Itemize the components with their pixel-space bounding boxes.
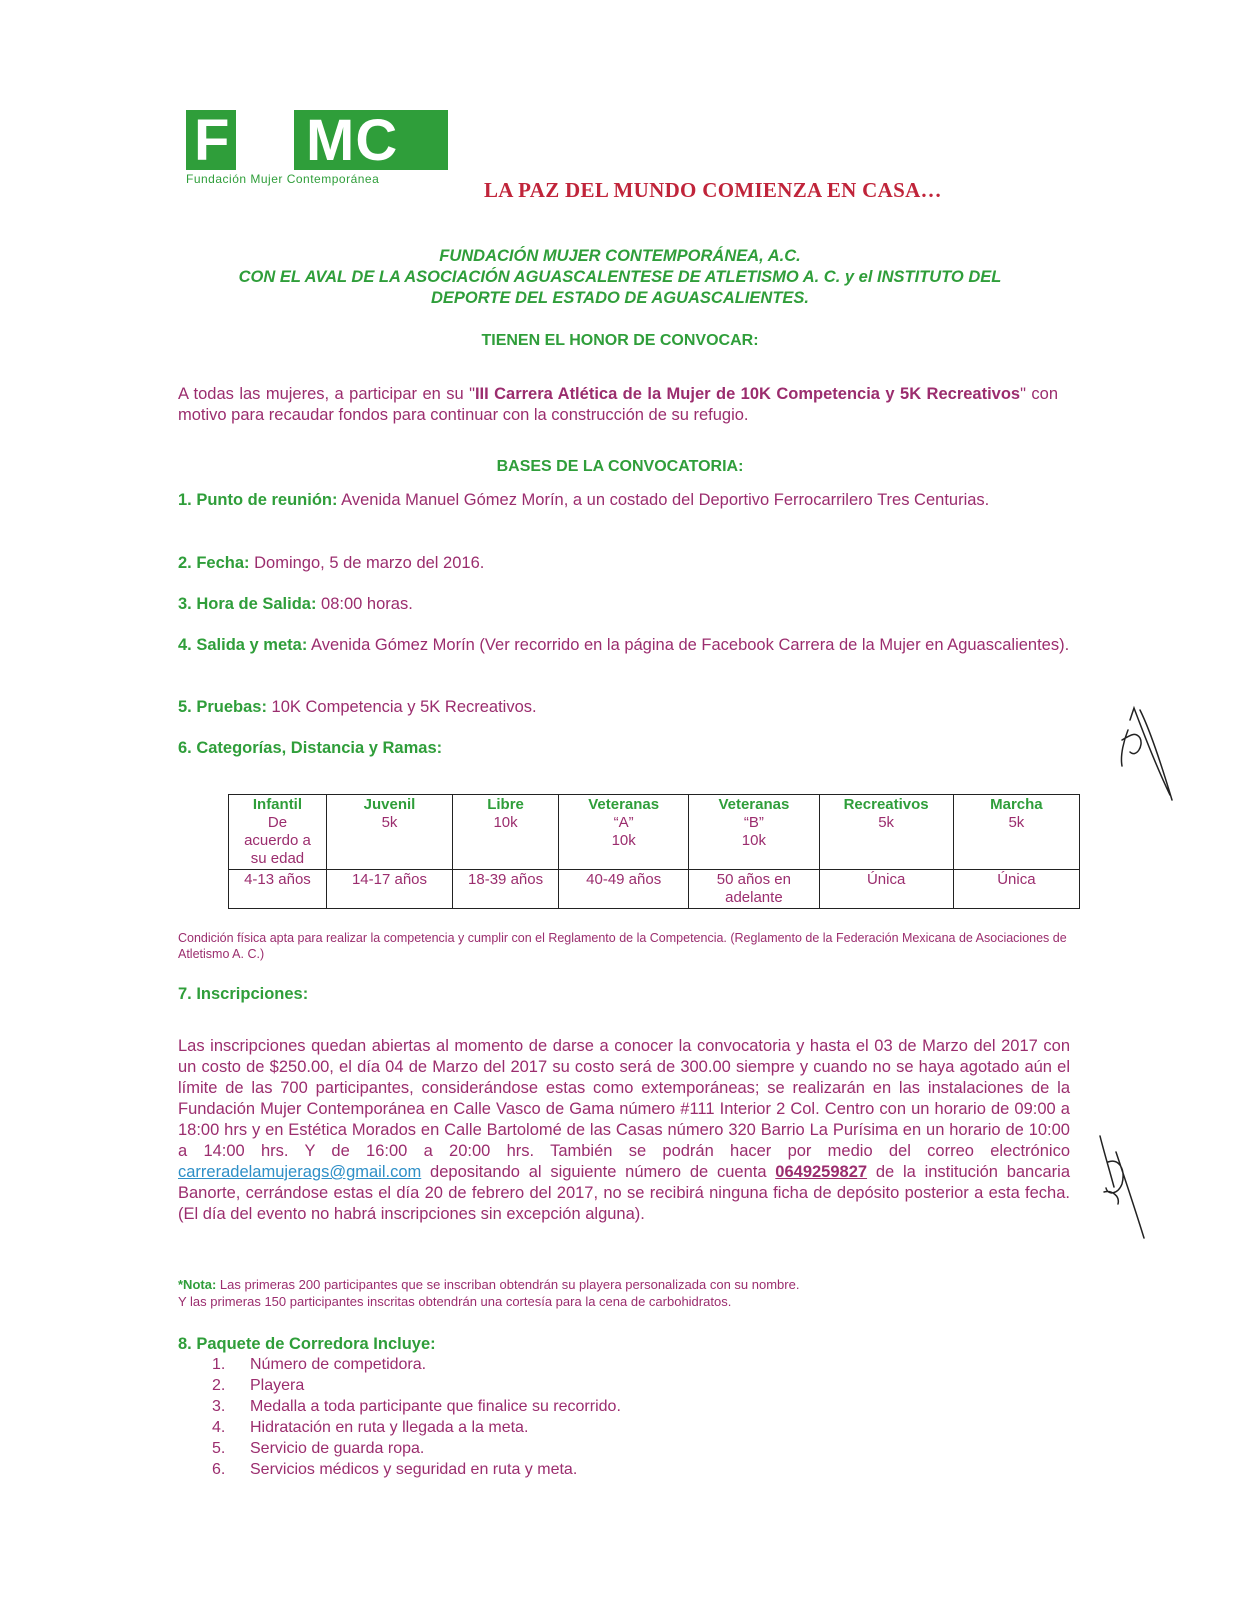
bases-heading: BASES DE LA CONVOCATORIA:	[496, 458, 744, 475]
table-cell: 40-49 años	[559, 870, 689, 909]
item-6-label: 6. Categorías, Distancia y Ramas:	[178, 739, 443, 757]
intro-paragraph	[178, 384, 1058, 426]
item-4-text: Avenida Gómez Morín (Ver recorrido en la página de Facebook Carrera de la Mujer en Aguascalientes).	[307, 636, 1070, 654]
table-cell	[819, 795, 953, 870]
list-text: Servicio de guarda ropa.	[250, 1440, 425, 1457]
col-head: Veteranas	[588, 796, 660, 813]
item-7-label: 7. Inscripciones:	[178, 985, 309, 1003]
item-3-label: 3. Hora de Salida:	[178, 595, 317, 613]
list-text: Número de competidora.	[250, 1356, 427, 1373]
logo-box	[186, 108, 448, 173]
note-label: *Nota:	[178, 1277, 217, 1292]
table-cell: 14-17 años	[326, 870, 452, 909]
header-line-1: FUNDACIÓN MUJER CONTEMPORÁNEA, A.C.	[439, 247, 801, 265]
table-cell: 18-39 años	[453, 870, 559, 909]
table-cell	[689, 795, 819, 870]
col-sub: 5k	[1008, 814, 1025, 831]
header-line-3: DEPORTE DEL ESTADO DE AGUASCALIENTES.	[430, 289, 810, 307]
table-cell	[326, 795, 452, 870]
condition-note: Condición física apta para realizar la competencia y cumplir con el Reglamento de la Competencia. (Reglamento de la Federación Mexicana de Asociaciones de Atletismo A. C.)	[178, 931, 1067, 961]
table-row-categories	[229, 795, 1080, 870]
slogan: LA PAZ DEL MUNDO COMIENZA EN CASA…	[484, 178, 942, 202]
list-number: 3.	[212, 1398, 226, 1415]
note-line-1	[178, 1276, 1078, 1293]
list-number: 4.	[212, 1419, 226, 1436]
item-package-heading	[178, 1334, 1070, 1355]
col-sub: su edad	[250, 850, 305, 867]
list-item	[178, 1438, 621, 1459]
list-item	[178, 1354, 621, 1375]
col-head: Veteranas	[718, 796, 790, 813]
list-text: Servicios médicos y seguridad en ruta y meta.	[250, 1461, 578, 1478]
col-sub: 5k	[878, 814, 895, 831]
registration-text-1: Las inscripciones quedan abiertas al momento de darse a conocer la convocatoria y hasta el 03 de Marzo del 2017 con un costo de $250.00, el día 04 de Marzo del 2017 su costo será de 300.00 siempre y cuando no se haya agotado aún el límite de las 700 participantes, considerándose estas como extemporáneas; se realizarán en las instalaciones de la Fundación Mujer Contemporánea en Calle Vasco de Gama número #111 Interior 2 Col. Centro con un horario de 09:00 a 18:00 hrs y en Estética Morados en Calle Bartolomé de las Casas número 320 Barrio La Purísima en un horario de 10:00 a 14:00 hrs. Y de 16:00 a 20:00 hrs. También se podrán hacer por medio del correo electrónico	[178, 1037, 1070, 1160]
list-number: 2.	[212, 1377, 226, 1394]
list-number: 1.	[212, 1356, 226, 1373]
list-number: 6.	[212, 1461, 226, 1478]
list-text: Medalla a toda participante que finalice su recorrido.	[250, 1398, 621, 1415]
honor-heading: TIENEN EL HONOR DE CONVOCAR:	[481, 332, 759, 349]
table-cell: 4-13 años	[229, 870, 327, 909]
item-4-label: 4. Salida y meta:	[178, 636, 308, 654]
handwritten-initial-1	[1100, 700, 1190, 810]
col-head: Libre	[487, 796, 524, 813]
handwritten-initial-2	[1096, 1132, 1186, 1242]
intro-event-name: III Carrera Atlética de la Mujer de 10K Competencia y 5K Recreativos	[474, 385, 1021, 403]
registration-email-link[interactable]: carreradelamujerags@gmail.com	[178, 1163, 422, 1181]
intro-pre: A todas las mujeres, a participar en su "	[178, 385, 475, 403]
col-sub: De	[267, 814, 288, 831]
registration-paragraph	[178, 1036, 1070, 1225]
item-2-label: 2. Fecha:	[178, 554, 250, 572]
bank-account-number: 0649259827	[775, 1163, 868, 1181]
logo-letter-f: F	[194, 108, 230, 173]
table-cell: 50 años en adelante	[689, 870, 819, 909]
note-block	[178, 1276, 1078, 1310]
logo-gap	[236, 110, 294, 170]
item-categories	[178, 738, 1070, 759]
col-head: Infantil	[252, 796, 303, 813]
categories-table	[228, 794, 1080, 909]
item-3-text: 08:00 horas.	[316, 595, 413, 613]
note-line-2: Y las primeras 150 participantes inscritas obtendrán una cortesía para la cena de carbohidratos.	[178, 1294, 732, 1309]
list-item	[178, 1459, 621, 1480]
col-sub: 10k	[611, 832, 636, 849]
fmc-logo	[186, 110, 458, 186]
item-8-label: 8. Paquete de Corredora Incluye:	[178, 1335, 436, 1353]
table-cell: Única	[819, 870, 953, 909]
table-cell	[953, 795, 1079, 870]
intro-post: " con motivo para recaudar fondos para continuar con la construcción de su refugio.	[178, 385, 1059, 424]
item-5-label: 5. Pruebas:	[178, 698, 267, 716]
col-head: Juvenil	[363, 796, 416, 813]
item-1-text: Avenida Manuel Gómez Morín, a un costado del Deportivo Ferrocarrilero Tres Centurias.	[337, 491, 990, 509]
registration-text-3: de la institución bancaria Banorte, cerrándose estas el día 20 de febrero del 2017, no se recibirá ninguna ficha de depósito posterior a esta fecha. (El día del evento no habrá inscripciones sin excepción alguna).	[178, 1163, 1070, 1223]
item-2-text: Domingo, 5 de marzo del 2016.	[249, 554, 485, 572]
list-number: 5.	[212, 1440, 226, 1457]
col-head: Marcha	[990, 796, 1043, 813]
list-item	[178, 1375, 621, 1396]
col-sub: “B”	[743, 814, 764, 831]
list-text: Hidratación en ruta y llegada a la meta.	[250, 1419, 529, 1436]
table-cell	[559, 795, 689, 870]
col-sub: acuerdo a	[244, 832, 311, 849]
item-5-text: 10K Competencia y 5K Recreativos.	[266, 698, 537, 716]
list-item	[178, 1417, 621, 1438]
header-block	[180, 246, 1060, 309]
item-1-label: 1. Punto de reunión:	[178, 491, 338, 509]
list-text: Playera	[250, 1377, 305, 1394]
note-text-1: Las primeras 200 participantes que se inscriban obtendrán su playera personalizada con su nombre.	[216, 1277, 800, 1292]
logo-letters-mc: MC	[306, 108, 399, 173]
item-meeting-point	[178, 490, 1070, 511]
item-start-finish	[178, 635, 1070, 656]
table-cell	[229, 795, 327, 870]
table-cell	[453, 795, 559, 870]
list-item	[178, 1396, 621, 1417]
item-start-time	[178, 594, 1070, 615]
registration-text-2: depositando al siguiente número de cuenta	[421, 1163, 776, 1181]
item-events	[178, 697, 1070, 718]
col-sub: 5k	[381, 814, 398, 831]
logo-subtitle: Fundación Mujer Contemporánea	[186, 172, 380, 186]
item-date	[178, 553, 1070, 574]
table-cell: Única	[953, 870, 1079, 909]
col-head: Recreativos	[843, 796, 929, 813]
col-sub: 10k	[741, 832, 766, 849]
col-sub: 10k	[493, 814, 518, 831]
package-list	[178, 1354, 621, 1480]
item-registration-heading	[178, 984, 1070, 1005]
col-sub: “A”	[613, 814, 634, 831]
table-row-ages	[229, 870, 1080, 909]
header-line-2: CON EL AVAL DE LA ASOCIACIÓN AGUASCALENTESE DE ATLETISMO A. C. y el INSTITUTO DEL	[238, 268, 1002, 286]
